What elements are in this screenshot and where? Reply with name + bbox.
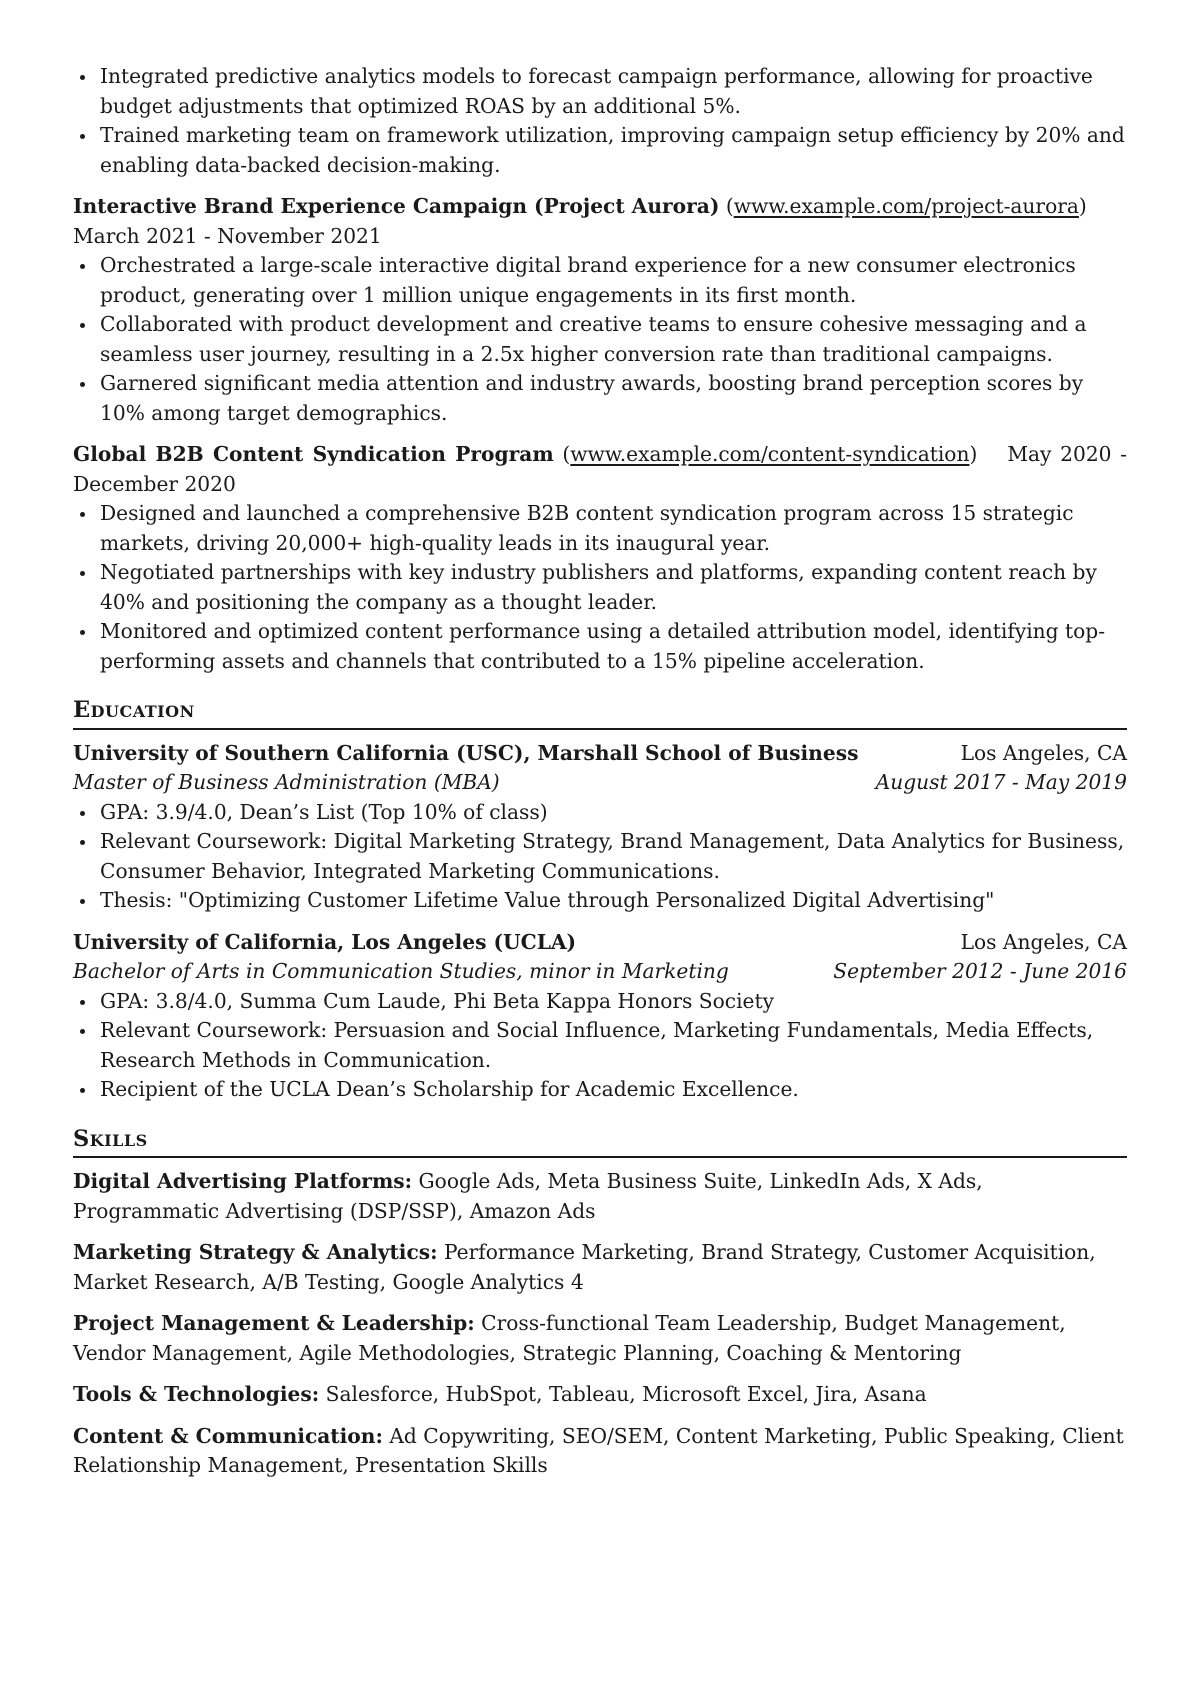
skill-row bbox=[73, 1309, 1127, 1368]
resume-page bbox=[73, 62, 1127, 1481]
link-close-paren: ) bbox=[1078, 194, 1087, 218]
skill-row bbox=[73, 1167, 1127, 1226]
list-item: Integrated predictive analytics models to forecast campaign performance, allowing for proactive budget adjustments that optimized ROAS by an additional 5%. bbox=[73, 62, 1127, 121]
project-title: Global B2B Content Syndication Program bbox=[73, 442, 554, 466]
degree-line bbox=[73, 768, 1127, 798]
skill-value: Google Ads, Meta Business Suite, LinkedIn Ads, X Ads, Programmatic Advertising (DSP/SSP), Amazon Ads bbox=[73, 1169, 983, 1223]
skill-label: Digital Advertising Platforms: bbox=[73, 1169, 413, 1193]
list-item: Relevant Coursework: Digital Marketing Strategy, Brand Management, Data Analytics for Business, Consumer Behavior, Integrated Marketing Communications. bbox=[73, 827, 1127, 886]
previous-project-bullets bbox=[73, 62, 1127, 180]
list-item: Recipient of the UCLA Dean’s Scholarship for Academic Excellence. bbox=[73, 1075, 1127, 1105]
project-bullets bbox=[73, 251, 1127, 428]
project-entry-aurora bbox=[73, 192, 1127, 428]
list-item: Relevant Coursework: Persuasion and Social Influence, Marketing Fundamentals, Media Effects, Research Methods in Communication. bbox=[73, 1016, 1127, 1075]
skill-value: Salesforce, HubSpot, Tableau, Microsoft Excel, Jira, Asana bbox=[325, 1382, 927, 1406]
list-item: Garnered significant media attention and industry awards, boosting brand perception scores by 10% among target demographics. bbox=[73, 369, 1127, 428]
link-close-paren: ) bbox=[969, 442, 978, 466]
list-item: Orchestrated a large-scale interactive digital brand experience for a new consumer electronics product, generating over 1 million unique engagements in its first month. bbox=[73, 251, 1127, 310]
education-entry-usc bbox=[73, 739, 1127, 916]
list-item: Negotiated partnerships with key industry publishers and platforms, expanding content reach by 40% and positioning the company as a thought leader. bbox=[73, 558, 1127, 617]
school-line bbox=[73, 739, 1127, 769]
project-entry-b2b bbox=[73, 440, 1127, 676]
project-dates: March 2021 - November 2021 bbox=[73, 223, 382, 248]
education-entry-ucla bbox=[73, 928, 1127, 1105]
education-bullets bbox=[73, 798, 1127, 916]
school-line bbox=[73, 928, 1127, 958]
education-heading: Education bbox=[73, 696, 1127, 730]
school-name: University of California, Los Angeles (UCLA) bbox=[73, 929, 577, 954]
project-header bbox=[73, 440, 1127, 499]
list-item: Trained marketing team on framework utilization, improving campaign setup efficiency by 20% and enabling data-backed decision-making. bbox=[73, 121, 1127, 180]
school-location: Los Angeles, CA bbox=[960, 740, 1127, 765]
project-header bbox=[73, 192, 1127, 222]
project-dates: May 2020 - December 2020 bbox=[73, 442, 1128, 496]
degree-line bbox=[73, 957, 1127, 987]
degree-dates: September 2012 - June 2016 bbox=[833, 959, 1127, 983]
skill-value: Ad Copywriting, SEO/SEM, Content Marketing, Public Speaking, Client Relationship Management, Presentation Skills bbox=[73, 1423, 1124, 1477]
skill-label: Content & Communication: bbox=[73, 1423, 383, 1448]
degree: Bachelor of Arts in Communication Studies, minor in Marketing bbox=[73, 959, 729, 983]
list-item: Thesis: "Optimizing Customer Lifetime Value through Personalized Digital Advertising" bbox=[73, 886, 1127, 916]
skill-value: Performance Marketing, Brand Strategy, Customer Acquisition, Market Research, A/B Testing, Google Analytics 4 bbox=[73, 1240, 1096, 1294]
list-item: Designed and launched a comprehensive B2B content syndication program across 15 strategic markets, driving 20,000+ high-quality leads in its inaugural year. bbox=[73, 499, 1127, 558]
skill-row bbox=[73, 1422, 1127, 1481]
education-section bbox=[73, 739, 1127, 1105]
project-bullets bbox=[73, 499, 1127, 676]
skill-row bbox=[73, 1380, 1127, 1410]
degree-dates: August 2017 - May 2019 bbox=[875, 770, 1127, 794]
list-item: GPA: 3.9/4.0, Dean’s List (Top 10% of class) bbox=[73, 798, 1127, 828]
education-bullets bbox=[73, 987, 1127, 1105]
list-item: Monitored and optimized content performance using a detailed attribution model, identifying top-performing assets and channels that contributed to a 15% pipeline acceleration. bbox=[73, 617, 1127, 676]
link-open-paren: ( bbox=[553, 442, 571, 466]
skill-label: Project Management & Leadership: bbox=[73, 1311, 475, 1335]
skill-row bbox=[73, 1238, 1127, 1297]
skill-label: Marketing Strategy & Analytics: bbox=[73, 1240, 438, 1264]
school-name: University of Southern California (USC), Marshall School of Business bbox=[73, 740, 859, 765]
list-item: Collaborated with product development and creative teams to ensure cohesive messaging and a seamless user journey, resulting in a 2.5x higher conversion rate than traditional campaigns. bbox=[73, 310, 1127, 369]
skills-heading: Skills bbox=[73, 1125, 1127, 1159]
skill-value: Cross-functional Team Leadership, Budget Management, Vendor Management, Agile Methodologies, Strategic Planning, Coaching & Mentoring bbox=[73, 1311, 1066, 1365]
skill-label: Tools & Technologies: bbox=[73, 1382, 320, 1406]
project-title: Interactive Brand Experience Campaign (Project Aurora) bbox=[73, 194, 720, 218]
skills-section bbox=[73, 1167, 1127, 1481]
project-link[interactable]: www.example.com/project-aurora bbox=[733, 194, 1079, 218]
link-open-paren: ( bbox=[719, 194, 734, 218]
degree: Master of Business Administration (MBA) bbox=[73, 770, 500, 794]
project-link[interactable]: www.example.com/content-syndication bbox=[570, 442, 970, 466]
list-item: GPA: 3.8/4.0, Summa Cum Laude, Phi Beta Kappa Honors Society bbox=[73, 987, 1127, 1017]
school-location: Los Angeles, CA bbox=[960, 929, 1127, 954]
